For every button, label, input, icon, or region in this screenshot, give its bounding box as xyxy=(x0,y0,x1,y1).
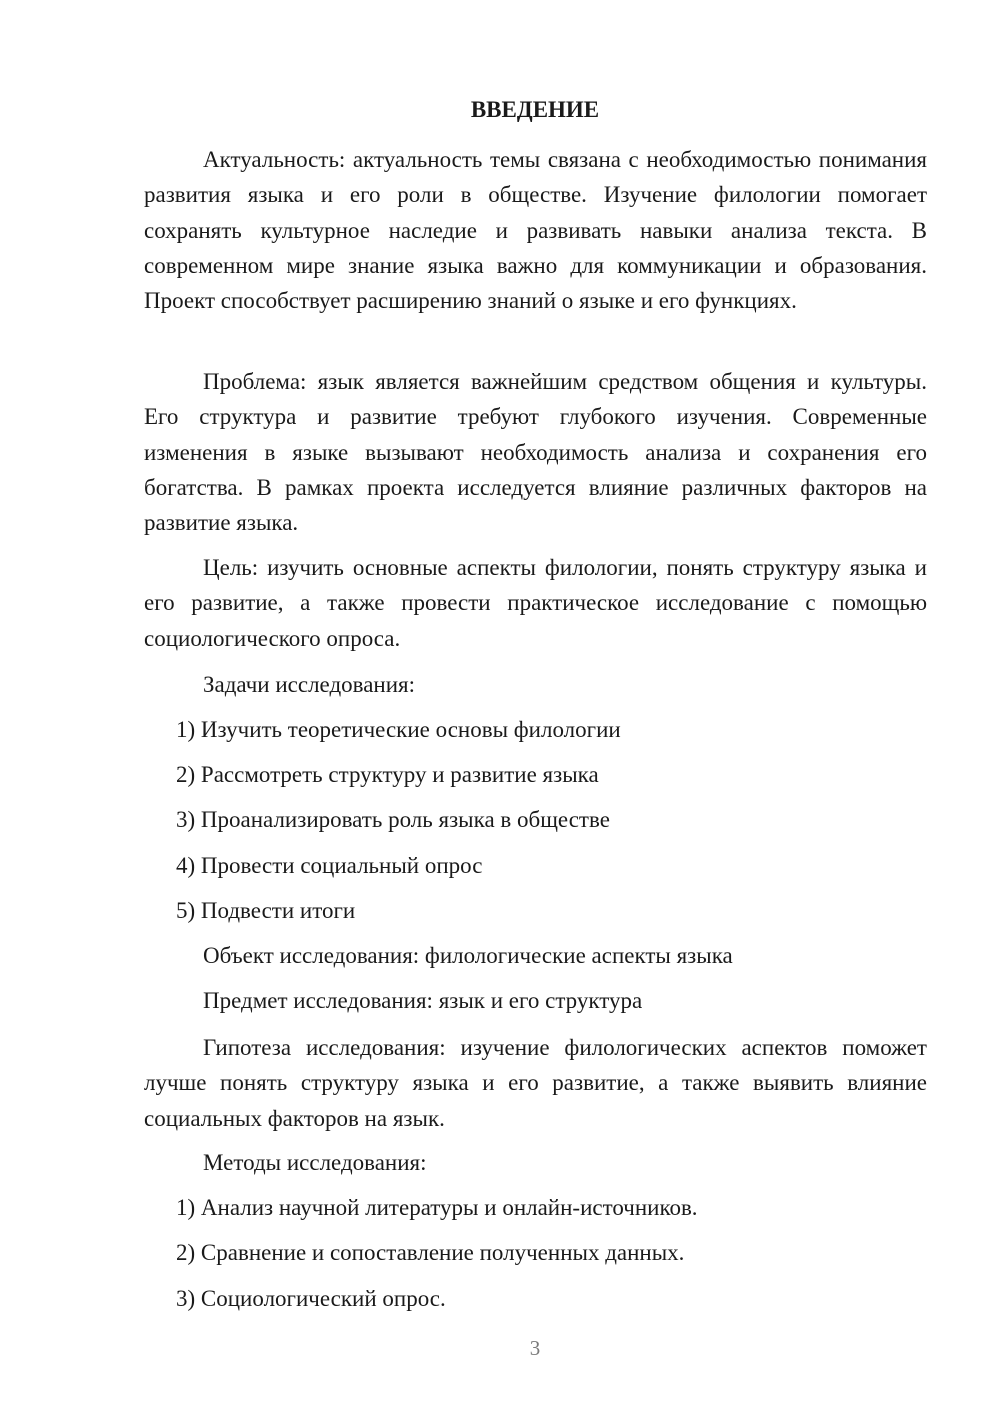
research-object: Объект исследования: филологические аспекты языка xyxy=(203,943,733,968)
method-item-2: 2) Сравнение и сопоставление полученных данных. xyxy=(176,1240,685,1265)
task-item-1: 1) Изучить теоретические основы филологии xyxy=(176,717,621,742)
hypothesis-block xyxy=(144,1030,927,1136)
goal-paragraph: Цель: изучить основные аспекты филологии, понять структуру языка и его развитие, а также провести практическое исследование с помощью социологического опроса. xyxy=(144,555,927,651)
section-heading: ВВЕДЕНИЕ xyxy=(470,97,600,122)
task-item-2: 2) Рассмотреть структуру и развитие языка xyxy=(176,762,599,787)
research-subject: Предмет исследования: язык и его структура xyxy=(203,988,643,1013)
task-item-4: 4) Провести социальный опрос xyxy=(176,853,483,878)
problem-block xyxy=(144,364,927,540)
page-number: 3 xyxy=(529,1336,541,1360)
goal-block xyxy=(144,550,927,656)
hypothesis-paragraph: Гипотеза исследования: изучение филологических аспектов поможет лучше понять структуру языка и его развитие, а также выявить влияние социальных факторов на язык. xyxy=(144,1035,927,1131)
methods-label: Методы исследования: xyxy=(203,1150,427,1175)
task-item-3: 3) Проанализировать роль языка в обществе xyxy=(176,807,610,832)
method-item-1: 1) Анализ научной литературы и онлайн-источников. xyxy=(176,1195,698,1220)
relevance-block xyxy=(144,142,927,318)
tasks-label: Задачи исследования: xyxy=(203,672,416,697)
relevance-paragraph: Актуальность: актуальность темы связана с необходимостью понимания развития языка и его роли в обществе. Изучение филологии помогает сохранять культурное наследие и развивать навыки анализа текста. В современном мире знание языка важно для коммуникации и образования. Проект способствует расширению знаний о языке и его функциях. xyxy=(144,147,927,314)
task-item-5: 5) Подвести итоги xyxy=(176,898,356,923)
method-item-3: 3) Социологический опрос. xyxy=(176,1286,446,1311)
problem-paragraph: Проблема: язык является важнейшим средством общения и культуры. Его структура и развитие требуют глубокого изучения. Современные изменения в языке вызывают необходимость анализа и сохранения его богатства. В рамках проекта исследуется влияние различных факторов на развитие языка. xyxy=(144,369,927,536)
